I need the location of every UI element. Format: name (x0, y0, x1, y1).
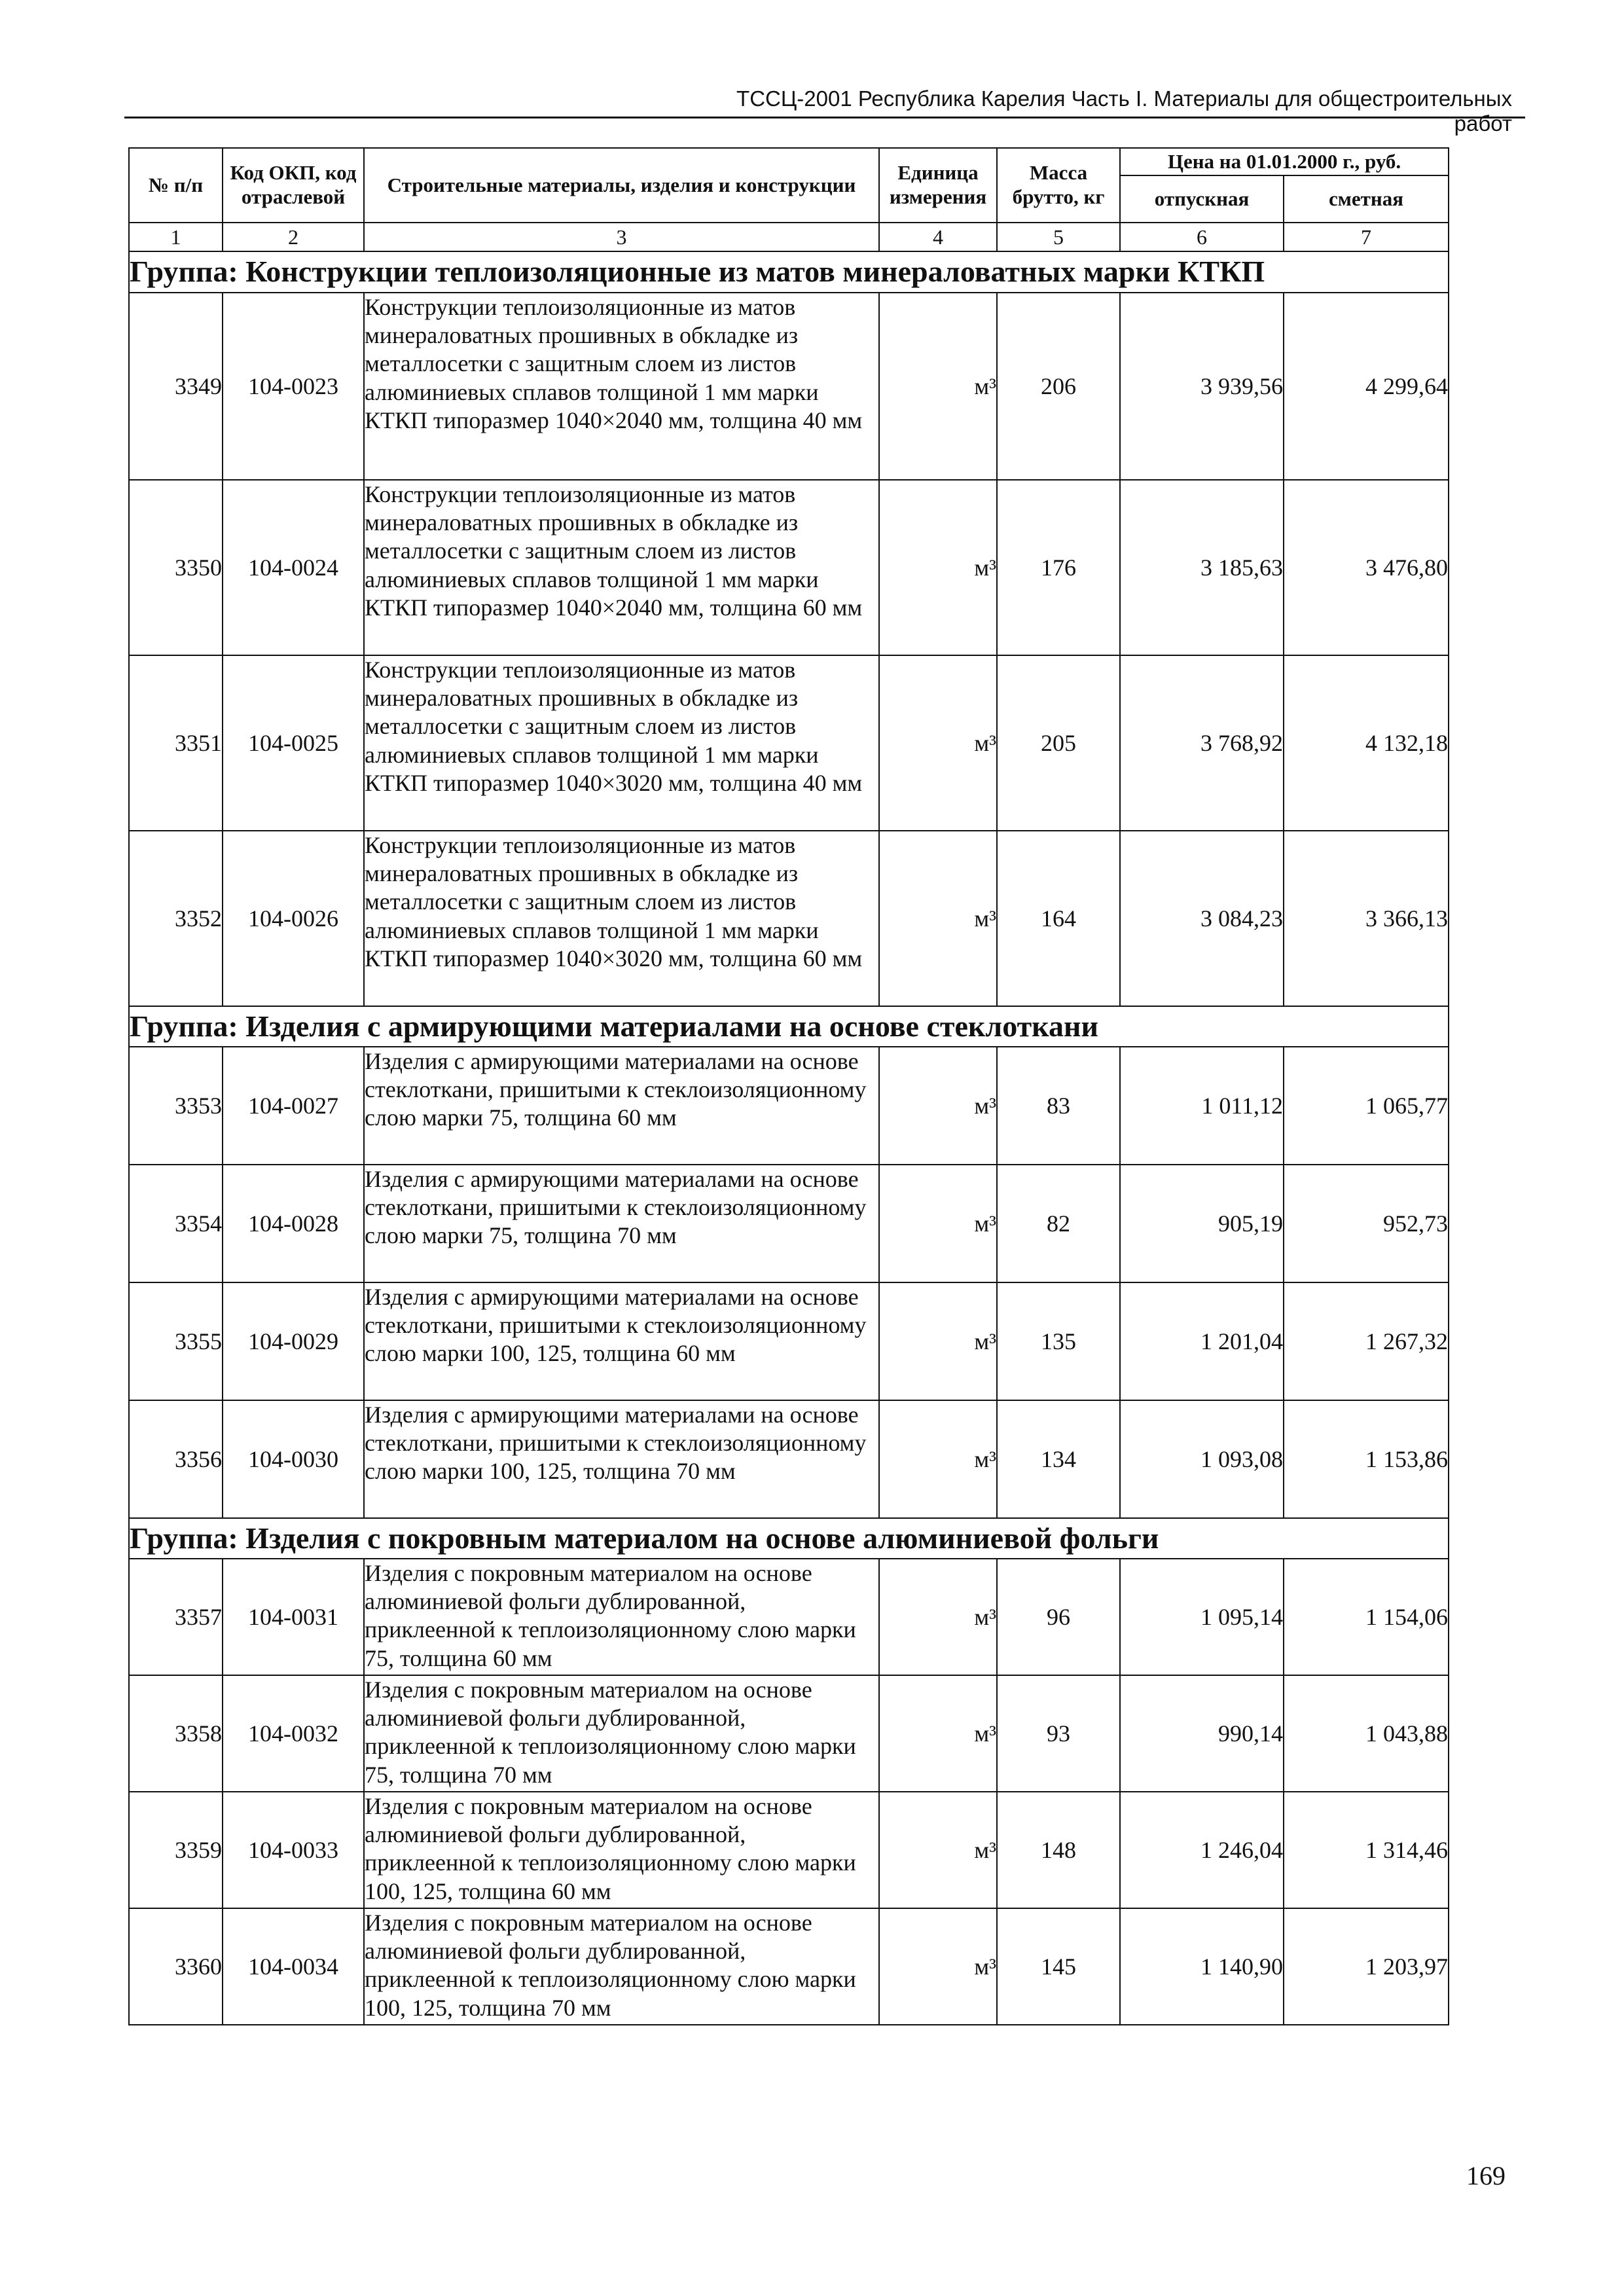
col-number: 4 (879, 223, 997, 251)
row-mass: 148 (997, 1792, 1120, 1908)
row-price-estimate: 4 299,64 (1284, 293, 1449, 480)
row-price-estimate: 1 267,32 (1284, 1282, 1449, 1400)
row-mass: 205 (997, 655, 1120, 831)
row-name: Изделия с армирующими материалами на основе стеклоткани, пришитыми к стеклоизоляционному слою марки 75, толщина 70 мм (364, 1165, 879, 1282)
row-name: Изделия с армирующими материалами на основе стеклоткани, пришитыми к стеклоизоляционному слою марки 100, 125, толщина 60 мм (364, 1282, 879, 1400)
row-code: 104-0034 (223, 1908, 364, 2025)
row-name: Изделия с армирующими материалами на основе стеклоткани, пришитыми к стеклоизоляционному слою марки 75, толщина 60 мм (364, 1047, 879, 1165)
row-code: 104-0030 (223, 1400, 364, 1518)
row-name: Конструкции теплоизоляционные из матов минераловатных прошивных в обкладке из металлосетки с защитным слоем из листов алюминиевых сплавов толщиной 1 мм марки КТКП типоразмер 1040×2040 мм, толщина 60 мм (364, 480, 879, 655)
row-name: Изделия с покровным материалом на основе алюминиевой фольги дублированной, приклеенной к теплоизоляционному слою марки 75, толщина 70 мм (364, 1675, 879, 1792)
row-price-release: 1 011,12 (1120, 1047, 1284, 1165)
page-header-title: ТССЦ-2001 Республика Карелия Часть I. Материалы для общестроительных работ (736, 86, 1512, 136)
row-price-release: 990,14 (1120, 1675, 1284, 1792)
row-mass: 96 (997, 1559, 1120, 1675)
row-price-estimate: 952,73 (1284, 1165, 1449, 1282)
row-number: 3360 (129, 1908, 223, 2025)
row-name: Изделия с покровным материалом на основе алюминиевой фольги дублированной, приклеенной к теплоизоляционному слою марки 100, 125, толщина 70 мм (364, 1908, 879, 2025)
row-mass: 83 (997, 1047, 1120, 1165)
col-header-name: Строительные материалы, изделия и конструкции (364, 148, 879, 223)
col-header-code: Код ОКП, код отраслевой (223, 148, 364, 223)
group-title: Группа: Конструкции теплоизоляционные из матов минераловатных марки КТКП (129, 251, 1449, 293)
row-code: 104-0027 (223, 1047, 364, 1165)
row-code: 104-0028 (223, 1165, 364, 1282)
row-mass: 145 (997, 1908, 1120, 2025)
col-header-no: № п/п (129, 148, 223, 223)
row-number: 3357 (129, 1559, 223, 1675)
col-header-price-release: отпускная (1120, 175, 1284, 223)
row-mass: 82 (997, 1165, 1120, 1282)
row-unit: м³ (879, 1165, 997, 1282)
row-number: 3356 (129, 1400, 223, 1518)
group-title: Группа: Изделия с армирующими материалами на основе стеклоткани (129, 1006, 1449, 1047)
row-price-estimate: 1 153,86 (1284, 1400, 1449, 1518)
col-header-unit: Единица измерения (879, 148, 997, 223)
col-number: 7 (1284, 223, 1449, 251)
row-price-estimate: 4 132,18 (1284, 655, 1449, 831)
row-price-release: 1 093,08 (1120, 1400, 1284, 1518)
row-price-release: 1 201,04 (1120, 1282, 1284, 1400)
col-number: 3 (364, 223, 879, 251)
row-number: 3350 (129, 480, 223, 655)
row-price-estimate: 1 203,97 (1284, 1908, 1449, 2025)
row-code: 104-0031 (223, 1559, 364, 1675)
row-mass: 206 (997, 293, 1120, 480)
row-name: Изделия с покровным материалом на основе алюминиевой фольги дублированной, приклеенной к теплоизоляционному слою марки 100, 125, толщина 60 мм (364, 1792, 879, 1908)
row-price-release: 1 246,04 (1120, 1792, 1284, 1908)
row-code: 104-0032 (223, 1675, 364, 1792)
col-number: 2 (223, 223, 364, 251)
row-unit: м³ (879, 1282, 997, 1400)
row-mass: 164 (997, 831, 1120, 1006)
row-name: Конструкции теплоизоляционные из матов минераловатных прошивных в обкладке из металлосетки с защитным слоем из листов алюминиевых сплавов толщиной 1 мм марки КТКП типоразмер 1040×3020 мм, толщина 60 мм (364, 831, 879, 1006)
row-price-estimate: 1 154,06 (1284, 1559, 1449, 1675)
row-price-estimate: 1 314,46 (1284, 1792, 1449, 1908)
row-unit: м³ (879, 480, 997, 655)
materials-table (128, 147, 1449, 2025)
row-price-release: 3 084,23 (1120, 831, 1284, 1006)
row-code: 104-0023 (223, 293, 364, 480)
row-unit: м³ (879, 1559, 997, 1675)
row-price-release: 1 140,90 (1120, 1908, 1284, 2025)
col-header-price-estimate: сметная (1284, 175, 1449, 223)
row-unit: м³ (879, 1908, 997, 2025)
row-number: 3358 (129, 1675, 223, 1792)
row-price-estimate: 3 366,13 (1284, 831, 1449, 1006)
row-price-release: 3 939,56 (1120, 293, 1284, 480)
row-code: 104-0025 (223, 655, 364, 831)
row-mass: 135 (997, 1282, 1120, 1400)
row-unit: м³ (879, 655, 997, 831)
row-code: 104-0033 (223, 1792, 364, 1908)
row-price-release: 905,19 (1120, 1165, 1284, 1282)
row-unit: м³ (879, 1675, 997, 1792)
row-mass: 93 (997, 1675, 1120, 1792)
col-number: 5 (997, 223, 1120, 251)
row-number: 3354 (129, 1165, 223, 1282)
row-code: 104-0026 (223, 831, 364, 1006)
header-rule (124, 117, 1525, 118)
row-mass: 134 (997, 1400, 1120, 1518)
col-header-price-group: Цена на 01.01.2000 г., руб. (1120, 148, 1449, 175)
row-name: Конструкции теплоизоляционные из матов минераловатных прошивных в обкладке из металлосетки с защитным слоем из листов алюминиевых сплавов толщиной 1 мм марки КТКП типоразмер 1040×2040 мм, толщина 40 мм (364, 293, 879, 480)
row-name: Изделия с покровным материалом на основе алюминиевой фольги дублированной, приклеенной к теплоизоляционному слою марки 75, толщина 60 мм (364, 1559, 879, 1675)
col-header-mass: Масса брутто, кг (997, 148, 1120, 223)
col-number: 1 (129, 223, 223, 251)
row-price-estimate: 1 043,88 (1284, 1675, 1449, 1792)
row-number: 3349 (129, 293, 223, 480)
row-number: 3351 (129, 655, 223, 831)
group-title: Группа: Изделия с покровным материалом на основе алюминиевой фольги (129, 1518, 1449, 1559)
page-number: 169 (1466, 2161, 1506, 2190)
row-number: 3359 (129, 1792, 223, 1908)
row-code: 104-0024 (223, 480, 364, 655)
row-mass: 176 (997, 480, 1120, 655)
row-unit: м³ (879, 1792, 997, 1908)
row-number: 3353 (129, 1047, 223, 1165)
row-name: Конструкции теплоизоляционные из матов минераловатных прошивных в обкладке из металлосетки с защитным слоем из листов алюминиевых сплавов толщиной 1 мм марки КТКП типоразмер 1040×3020 мм, толщина 40 мм (364, 655, 879, 831)
row-price-release: 3 185,63 (1120, 480, 1284, 655)
row-price-release: 3 768,92 (1120, 655, 1284, 831)
row-number: 3355 (129, 1282, 223, 1400)
row-unit: м³ (879, 831, 997, 1006)
row-name: Изделия с армирующими материалами на основе стеклоткани, пришитыми к стеклоизоляционному слою марки 100, 125, толщина 70 мм (364, 1400, 879, 1518)
row-price-estimate: 1 065,77 (1284, 1047, 1449, 1165)
row-code: 104-0029 (223, 1282, 364, 1400)
row-price-estimate: 3 476,80 (1284, 480, 1449, 655)
row-price-release: 1 095,14 (1120, 1559, 1284, 1675)
row-unit: м³ (879, 293, 997, 480)
col-number: 6 (1120, 223, 1284, 251)
row-number: 3352 (129, 831, 223, 1006)
row-unit: м³ (879, 1047, 997, 1165)
row-unit: м³ (879, 1400, 997, 1518)
